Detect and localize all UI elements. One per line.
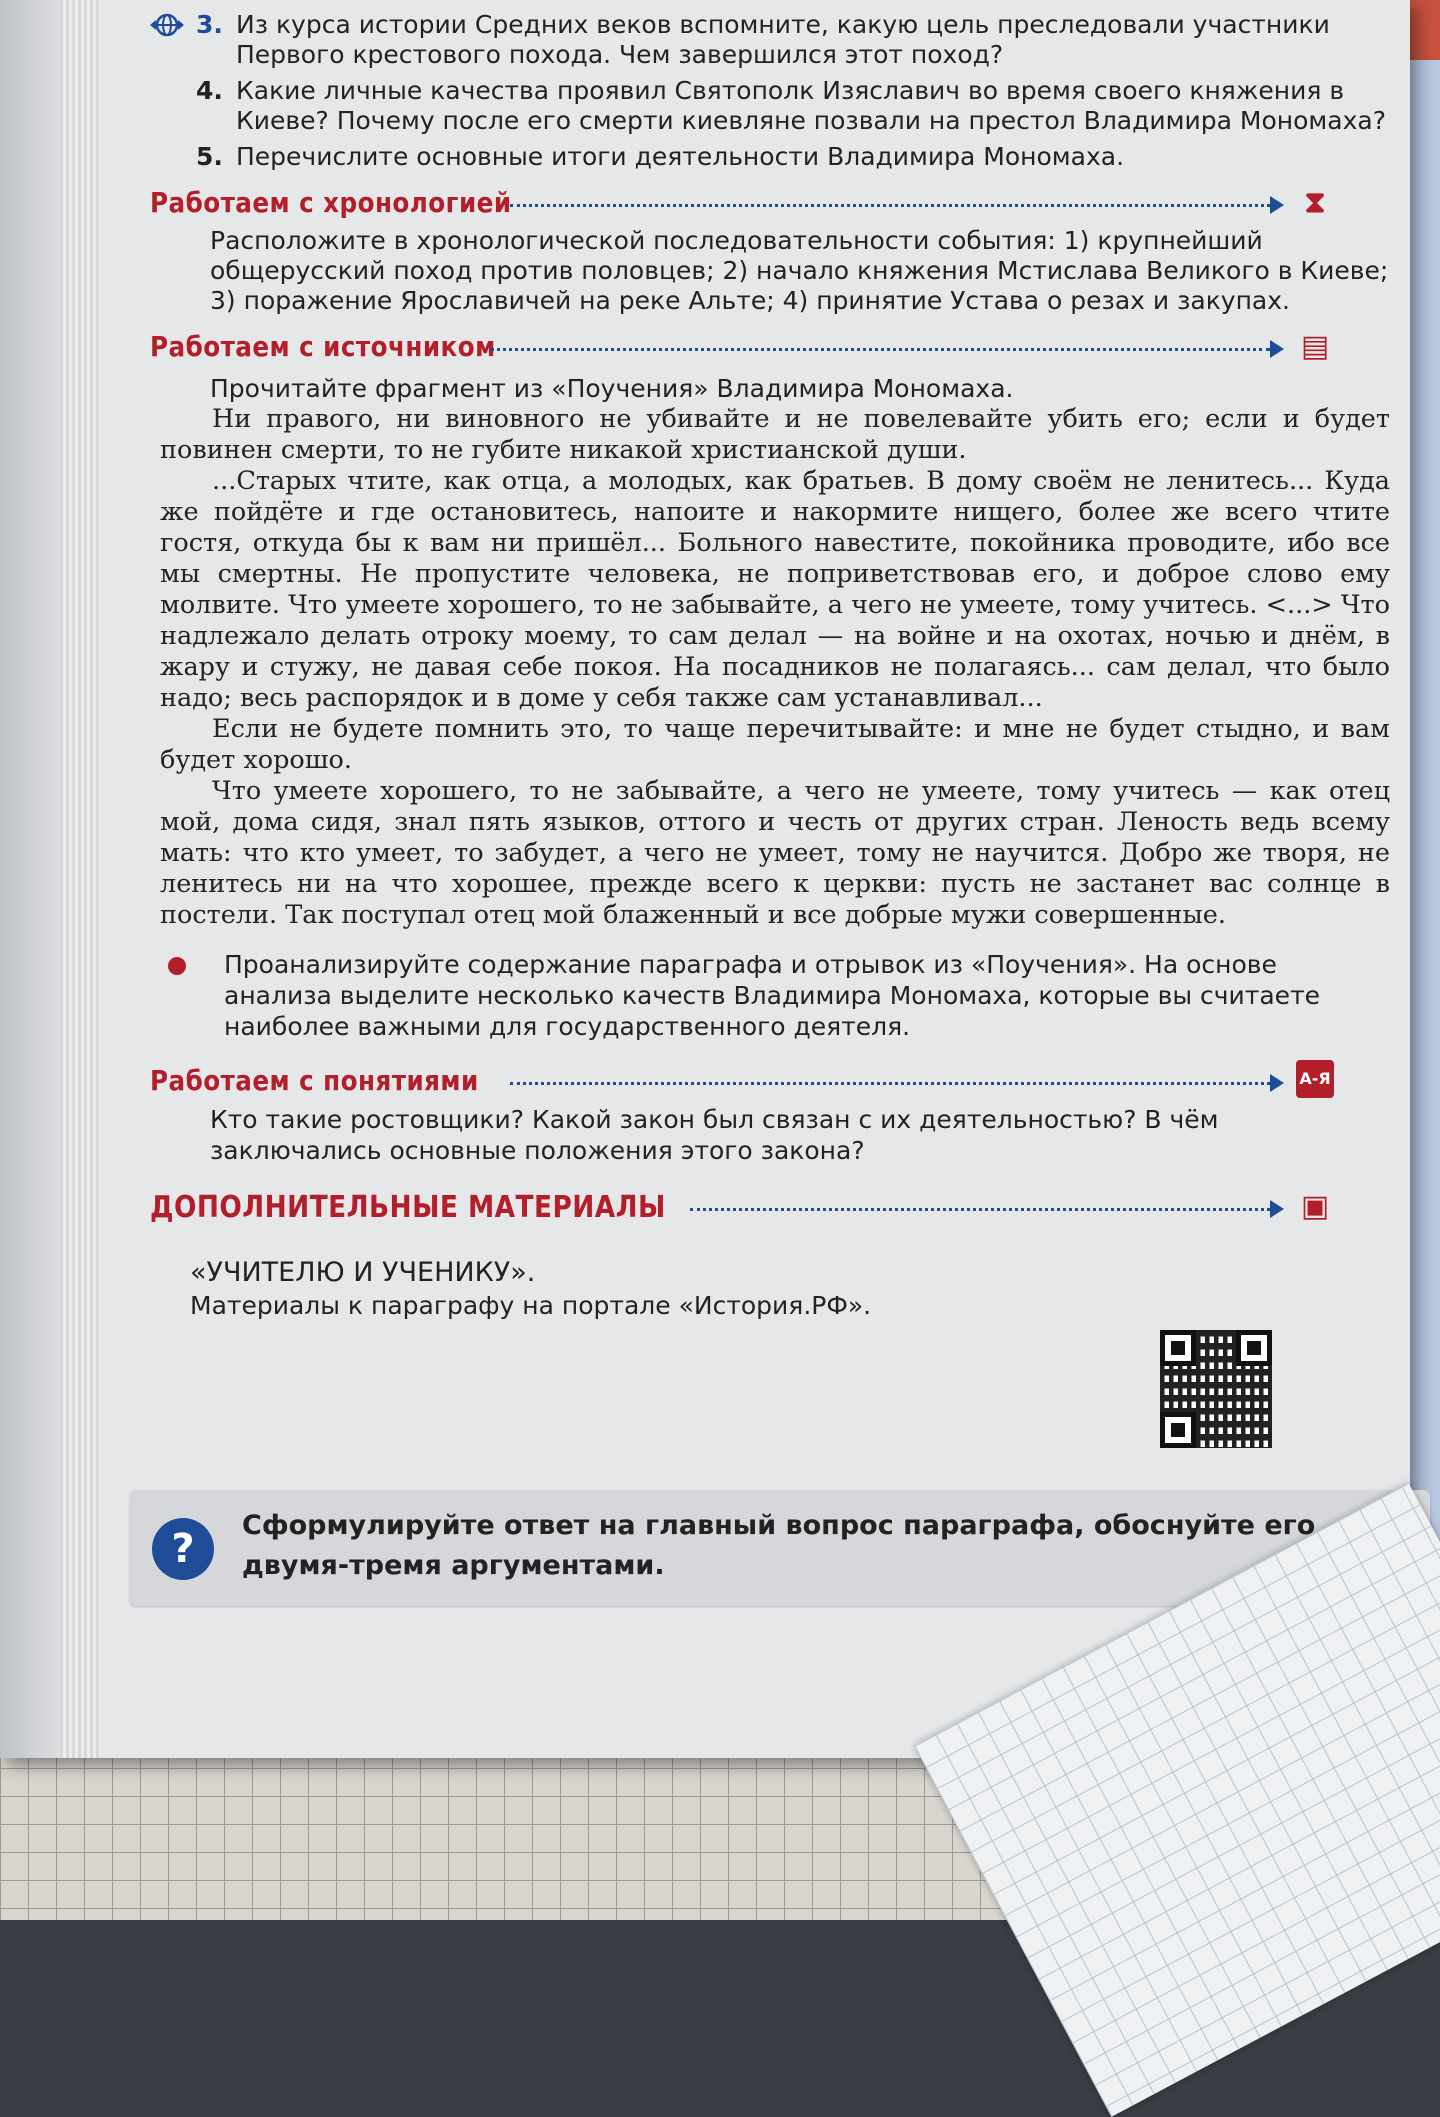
section-title: Работаем с источником	[150, 330, 496, 363]
question-number: 3.	[196, 10, 223, 39]
extra-line-1: «УЧИТЕЛЮ И УЧЕНИКУ».	[190, 1257, 536, 1288]
question-number: 5.	[196, 142, 223, 171]
quote-paragraph: Если не будете помнить это, то чаще перечитывайте: и мне не будет стыдно, и вам будет хорошо.	[160, 714, 1390, 775]
question-4	[150, 76, 1390, 136]
quote-paragraph: Что умеете хорошего, то не забывайте, а чего не умеете, тому учитесь — как отец мой, дома сидя, знал пять языков, оттого и честь от других стран. Леность ведь всему мать: что кто умеет, то забудет, а чего не умеет, тому не научится. Добро же творя, не ленитесь ни на что хорошее, прежде всего к церкви: пусть не застанет вас солнце в постели. Так поступал отец мой блаженный и все добрые мужи совершенные.	[160, 776, 1390, 930]
computer-icon: ▣	[1300, 1189, 1330, 1224]
source-analysis-task	[150, 949, 1390, 1042]
section-title: Работаем с хронологией	[150, 186, 512, 219]
globe-icon	[150, 12, 184, 38]
chronology-task: Расположите в хронологической последовательности события: 1) крупнейший общерусский поход против половцев; 2) начало княжения Мстислава Великого в Киеве; 3) поражение Ярославичей на реке Альте; 4) принятие Устава о резах и закупах.	[210, 226, 1389, 315]
extra-heading	[150, 1186, 1390, 1230]
source-intro: Прочитайте фрагмент из «Поучения» Владимира Мономаха.	[210, 374, 1014, 403]
concepts-heading	[150, 1060, 1390, 1104]
question-5	[150, 142, 1390, 172]
qr-finder	[1160, 1330, 1196, 1366]
qr-finder	[1236, 1330, 1272, 1366]
page-content	[150, 10, 1390, 1322]
extra-line-2: Материалы к параграфу на портале «История.РФ».	[190, 1291, 872, 1320]
question-3	[150, 10, 1390, 70]
concepts-task: Кто такие ростовщики? Какой закон был связан с их деятельностью? В чём заключались основные положения этого закона?	[210, 1105, 1219, 1165]
arrow-icon	[1270, 340, 1284, 358]
source-quote	[150, 404, 1390, 931]
question-text: Какие личные качества проявил Святополк Изяславич во время своего княжения в Киеве? Почему после его смерти киевляне позвали на престол Владимира Мономаха?	[236, 76, 1386, 135]
main-question-text: Сформулируйте ответ на главный вопрос параграфа, обоснуйте его двумя-тремя аргументами.	[242, 1510, 1316, 1581]
section-title: Работаем с понятиями	[150, 1064, 479, 1097]
section-title: ДОПОЛНИТЕЛЬНЫЕ МАТЕРИАЛЫ	[150, 1190, 666, 1225]
extra-materials	[150, 1256, 1390, 1322]
quote-paragraph: ...Старых чтите, как отца, а молодых, как братьев. В дому своём не ленитесь... Куда же пойдёте и где остановитесь, напоите и накормите нищего, более же всего чтите гостя, откуда бы к вам ни пришёл... Больного навестите, покойника проводите, ибо все мы смертны. Не пропустите человека, не поприветствовав его, и доброе слово ему молвите. Что умеете хорошего, то не забывайте, а чего не умеете, тому учитесь. <...> Что надлежало делать отроку моему, то сам делал — на войне и на охотах, ночью и днём, в жару и стужу, не давая себе покоя. На посадников не полагаясь... сам делал, что было надо; весь распорядок и в доме у себя также сам устанавливал...	[160, 466, 1390, 713]
arrow-icon	[1270, 1074, 1284, 1092]
question-number: 4.	[196, 76, 223, 105]
dotted-rule	[510, 1082, 1270, 1085]
chronology-heading	[150, 182, 1390, 226]
qr-finder	[1160, 1412, 1196, 1448]
question-text: Перечислите основные итоги деятельности Владимира Мономаха.	[236, 142, 1125, 171]
hourglass-icon: ⧗	[1304, 185, 1326, 220]
arrow-icon	[1270, 196, 1284, 214]
dotted-rule	[510, 204, 1270, 207]
quote-paragraph: Ни правого, ни виновного не убивайте и не повелевайте убить его; если и будет повинен смерти, то не губите никакой христианской души.	[160, 404, 1390, 465]
question-text: Из курса истории Средних веков вспомните, какую цель преследовали участники Первого крестового похода. Чем завершился этот поход?	[236, 10, 1330, 69]
scroll-icon: ▤	[1300, 329, 1330, 364]
arrow-icon	[1270, 1200, 1284, 1218]
source-heading	[150, 326, 1390, 370]
task-text: Проанализируйте содержание параграфа и отрывок из «Поучения». На основе анализа выделите несколько качеств Владимира Мономаха, которые вы считаете наиболее важными для государственного деятеля.	[224, 950, 1321, 1041]
qr-code[interactable]	[1160, 1330, 1272, 1448]
dotted-rule	[690, 1208, 1270, 1211]
dotted-rule	[490, 348, 1270, 351]
page-edges	[60, 0, 100, 1758]
dictionary-icon: А-Я	[1296, 1060, 1334, 1098]
question-mark-icon: ?	[152, 1518, 214, 1580]
page-gutter	[0, 0, 60, 1758]
bullet-icon	[168, 957, 186, 975]
